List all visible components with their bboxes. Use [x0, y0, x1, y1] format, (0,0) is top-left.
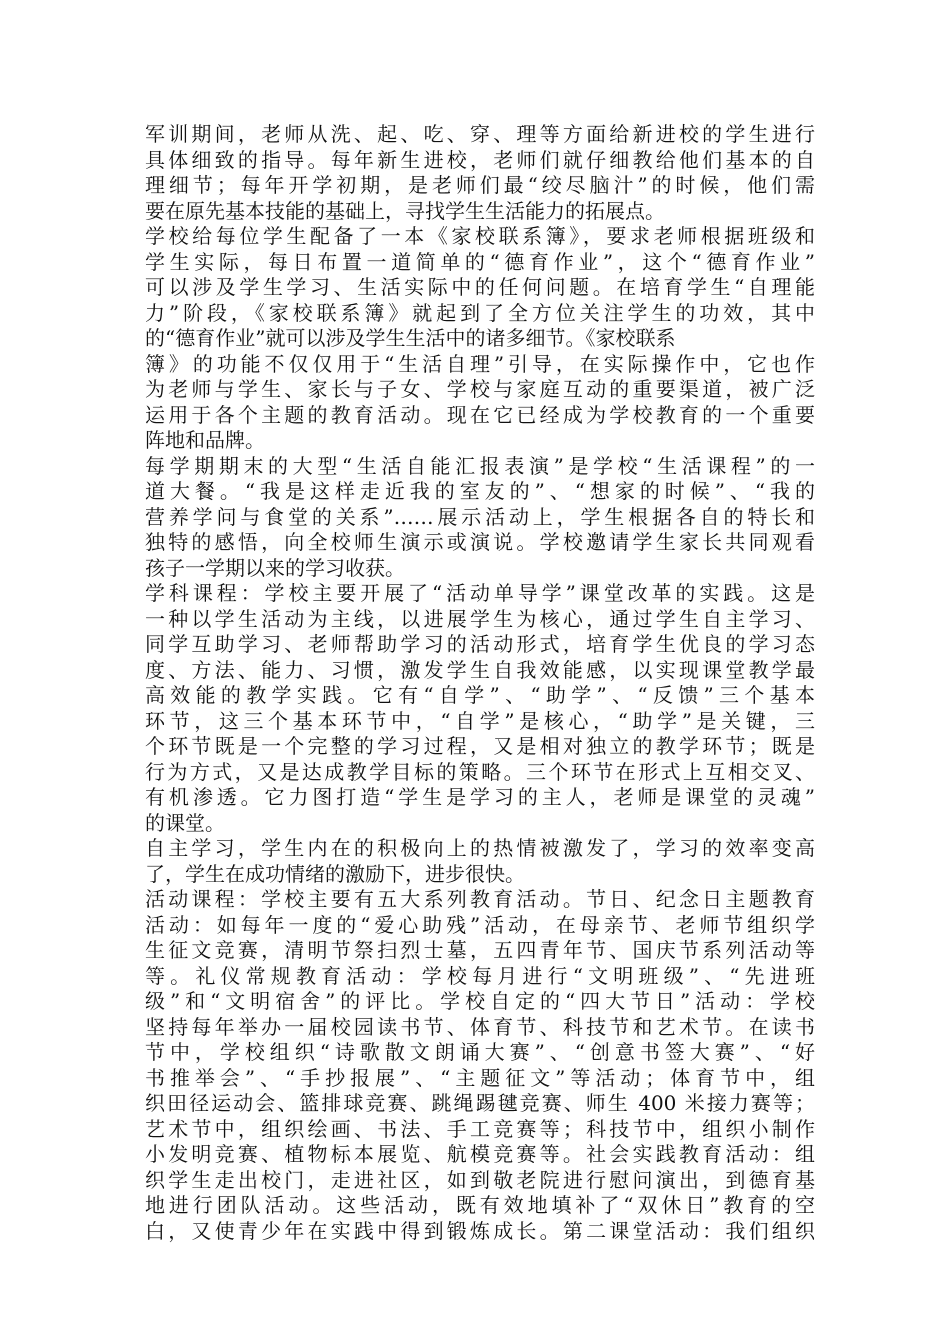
text-line: 活动：如每年一度的“爱心助残”活动，在母亲节、老师节组织学 [145, 912, 815, 937]
text-line: 坚持每年举办一届校园读书节、体育节、科技节和艺术节。在读书 [145, 1014, 815, 1039]
text-line: 有机渗透。它力图打造“学生是学习的主人，老师是课堂的灵魂” [145, 785, 815, 809]
text-line: 节中，学校组织“诗歌散文朗诵大赛”、“创意书签大赛”、“好 [145, 1040, 815, 1064]
text-line: 生征文竞赛，清明节祭扫烈士墓，五四青年节、国庆节系列活动等 [145, 938, 815, 962]
text-line: 环节，这三个基本环节中，“自学”是核心，“助学”是关键，三 [145, 708, 815, 733]
text-line: 力”阶段，《家校联系簿》就起到了全方位关注学生的功效，其中 [145, 300, 815, 325]
text-line: 阵地和品牌。 [145, 428, 265, 452]
text-line: 了，学生在成功情绪的激励下，进步很快。 [145, 861, 525, 886]
text-line: 级”和“文明宿舍”的评比。学校自定的“四大节日”活动：学校 [145, 989, 815, 1013]
text-line: 独特的感悟，向全校师生演示或演说。学校邀请学生家长共同观看 [145, 530, 815, 554]
text-line: 个环节既是一个完整的学习过程，又是相对独立的教学环节；既是 [145, 734, 815, 758]
text-line: 学校给每位学生配备了一本《家校联系簿》，要求老师根据班级和 [145, 224, 815, 248]
text-line: 要在原先基本技能的基础上，寻找学生生活能力的拓展点。 [145, 198, 665, 223]
text-line: 营养学问与食堂的关系”……展示活动上，学生根据各自的特长和 [145, 504, 815, 529]
text-line: 可以涉及学生学习、生活实际中的任何问题。在培育学生“自理能 [145, 275, 815, 299]
text-line: 道大餐。“我是这样走近我的室友的”、“想家的时候”、“我的 [145, 479, 815, 503]
text-line: 织学生走出校门，走进社区，如到敬老院进行慰问演出，到德育基 [145, 1167, 815, 1192]
text-line: 织田径运动会、篮排球竞赛、跳绳踢毽竞赛、师生 400 米接力赛等； [145, 1091, 815, 1115]
text-line: 等。礼仪常规教育活动：学校每月进行“文明班级”、“先进班 [145, 963, 815, 988]
text-line: 簿》的功能不仅仅用于“生活自理”引导，在实际操作中，它也作 [145, 351, 815, 376]
text-line: 高效能的教学实践。它有“自学”、“助学”、“反馈”三个基本 [145, 683, 815, 707]
text-line: 学生实际，每日布置一道简单的“德育作业”，这个“德育作业” [145, 249, 815, 274]
text-line: 每学期期末的大型“生活自能汇报表演”是学校“生活课程”的一 [145, 453, 815, 478]
text-line: 孩子一学期以来的学习收获。 [145, 555, 405, 580]
text-line: 的“德育作业”就可以涉及学生生活中的诸多细节。《家校联系 [145, 326, 676, 350]
document-body [145, 122, 815, 1244]
text-line: 具体细致的指导。每年新生进校，老师们就仔细教给他们基本的自 [145, 147, 815, 172]
text-line: 活动课程：学校主要有五大系列教育活动。节日、纪念日主题教育 [145, 887, 815, 911]
text-line: 行为方式，又是达成教学目标的策略。三个环节在形式上互相交叉、 [145, 759, 815, 784]
text-line: 一种以学生活动为主线，以进展学生为核心，通过学生自主学习、 [145, 606, 815, 631]
text-line: 自主学习，学生内在的积极向上的热情被激发了，学习的效率变高 [145, 836, 815, 860]
text-line: 小发明竞赛、植物标本展览、航模竞赛等。社会实践教育活动：组 [145, 1142, 815, 1166]
text-line: 的课堂。 [145, 810, 225, 835]
text-line: 地进行团队活动。这些活动，既有效地填补了“双休日”教育的空 [145, 1193, 815, 1217]
text-line: 艺术节中，组织绘画、书法、手工竞赛等；科技节中，组织小制作 [145, 1116, 815, 1141]
text-line: 运用于各个主题的教育活动。现在它已经成为学校教育的一个重要 [145, 402, 815, 427]
text-line: 理细节；每年开学初期，是老师们最“绞尽脑汁”的时候，他们需 [145, 173, 815, 197]
text-line: 同学互助学习、老师帮助学习的活动形式，培育学生优良的学习态 [145, 632, 815, 656]
text-line: 为老师与学生、家长与子女、学校与家庭互动的重要渠道，被广泛 [145, 377, 815, 401]
text-line: 白，又使青少年在实践中得到锻炼成长。第二课堂活动：我们组织 [145, 1218, 815, 1243]
text-line: 书推举会”、“手抄报展”、“主题征文”等活动；体育节中，组 [145, 1065, 815, 1090]
text-line: 学科课程：学校主要开展了“活动单导学”课堂改革的实践。这是 [145, 581, 815, 605]
text-line: 度、方法、能力、习惯，激发学生自我效能感，以实现课堂教学最 [145, 657, 815, 682]
text-line: 军训期间，老师从洗、起、吃、穿、理等方面给新进校的学生进行 [145, 122, 815, 146]
